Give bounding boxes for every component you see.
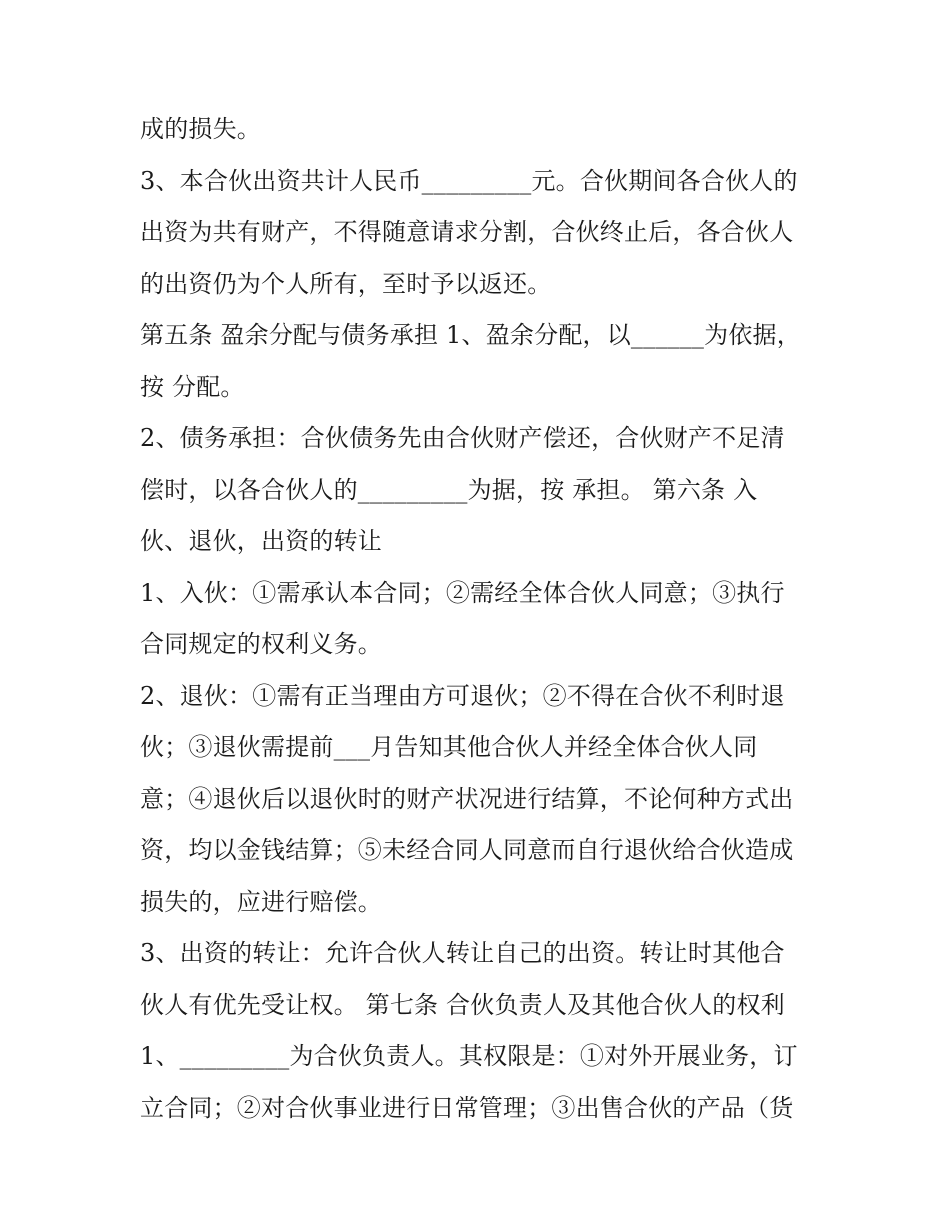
text-line: 2、退伙：①需有正当理由方可退伙；②不得在合伙不利时退 <box>140 681 785 710</box>
text-line: 3、本合伙出资共计人民币_________元。合伙期间各合伙人的 <box>140 166 798 195</box>
document-body <box>140 104 830 1134</box>
text-line: 3、出资的转让：允许合伙人转让自己的出资。转让时其他合 <box>140 939 785 967</box>
text-line: 第五条 盈余分配与债务承担 1、盈余分配，以______为依据， <box>140 321 801 349</box>
text-line: 出资为共有财产，不得随意请求分割，合伙终止后，各合伙人 <box>140 218 794 246</box>
text-line: 合同规定的权利义务。 <box>140 630 382 658</box>
text-line: 1、入伙：①需承认本合同；②需经全体合伙人同意；③执行 <box>140 578 785 607</box>
text-line: 按 分配。 <box>140 372 245 401</box>
text-line: 伙、退伙，出资的转让 <box>140 527 382 555</box>
text-line: 成的损失。 <box>140 115 261 143</box>
text-line: 意；④退伙后以退伙时的财产状况进行结算，不论何种方式出 <box>140 784 794 813</box>
text-line: 偿时，以各合伙人的_________为据，按 承担。 第六条 入 <box>140 475 758 504</box>
text-line: 损失的，应进行赔偿。 <box>140 887 382 916</box>
text-line: 立合同；②对合伙事业进行日常管理；③出售合伙的产品（货 <box>140 1093 794 1122</box>
text-line: 2、债务承担：合伙债务先由合伙财产偿还，合伙财产不足清 <box>140 424 785 452</box>
text-line: 1、_________为合伙负责人。其权限是：①对外开展业务，订 <box>140 1042 798 1070</box>
text-line: 伙；③退伙需提前___月告知其他合伙人并经全体合伙人同 <box>140 733 758 761</box>
text-line: 资，均以金钱结算；⑤未经合同人同意而自行退伙给合伙造成 <box>140 836 794 864</box>
text-line: 的出资仍为个人所有，至时予以返还。 <box>140 269 552 298</box>
text-line: 伙人有优先受让权。 第七条 合伙负责人及其他合伙人的权利 <box>140 990 785 1019</box>
